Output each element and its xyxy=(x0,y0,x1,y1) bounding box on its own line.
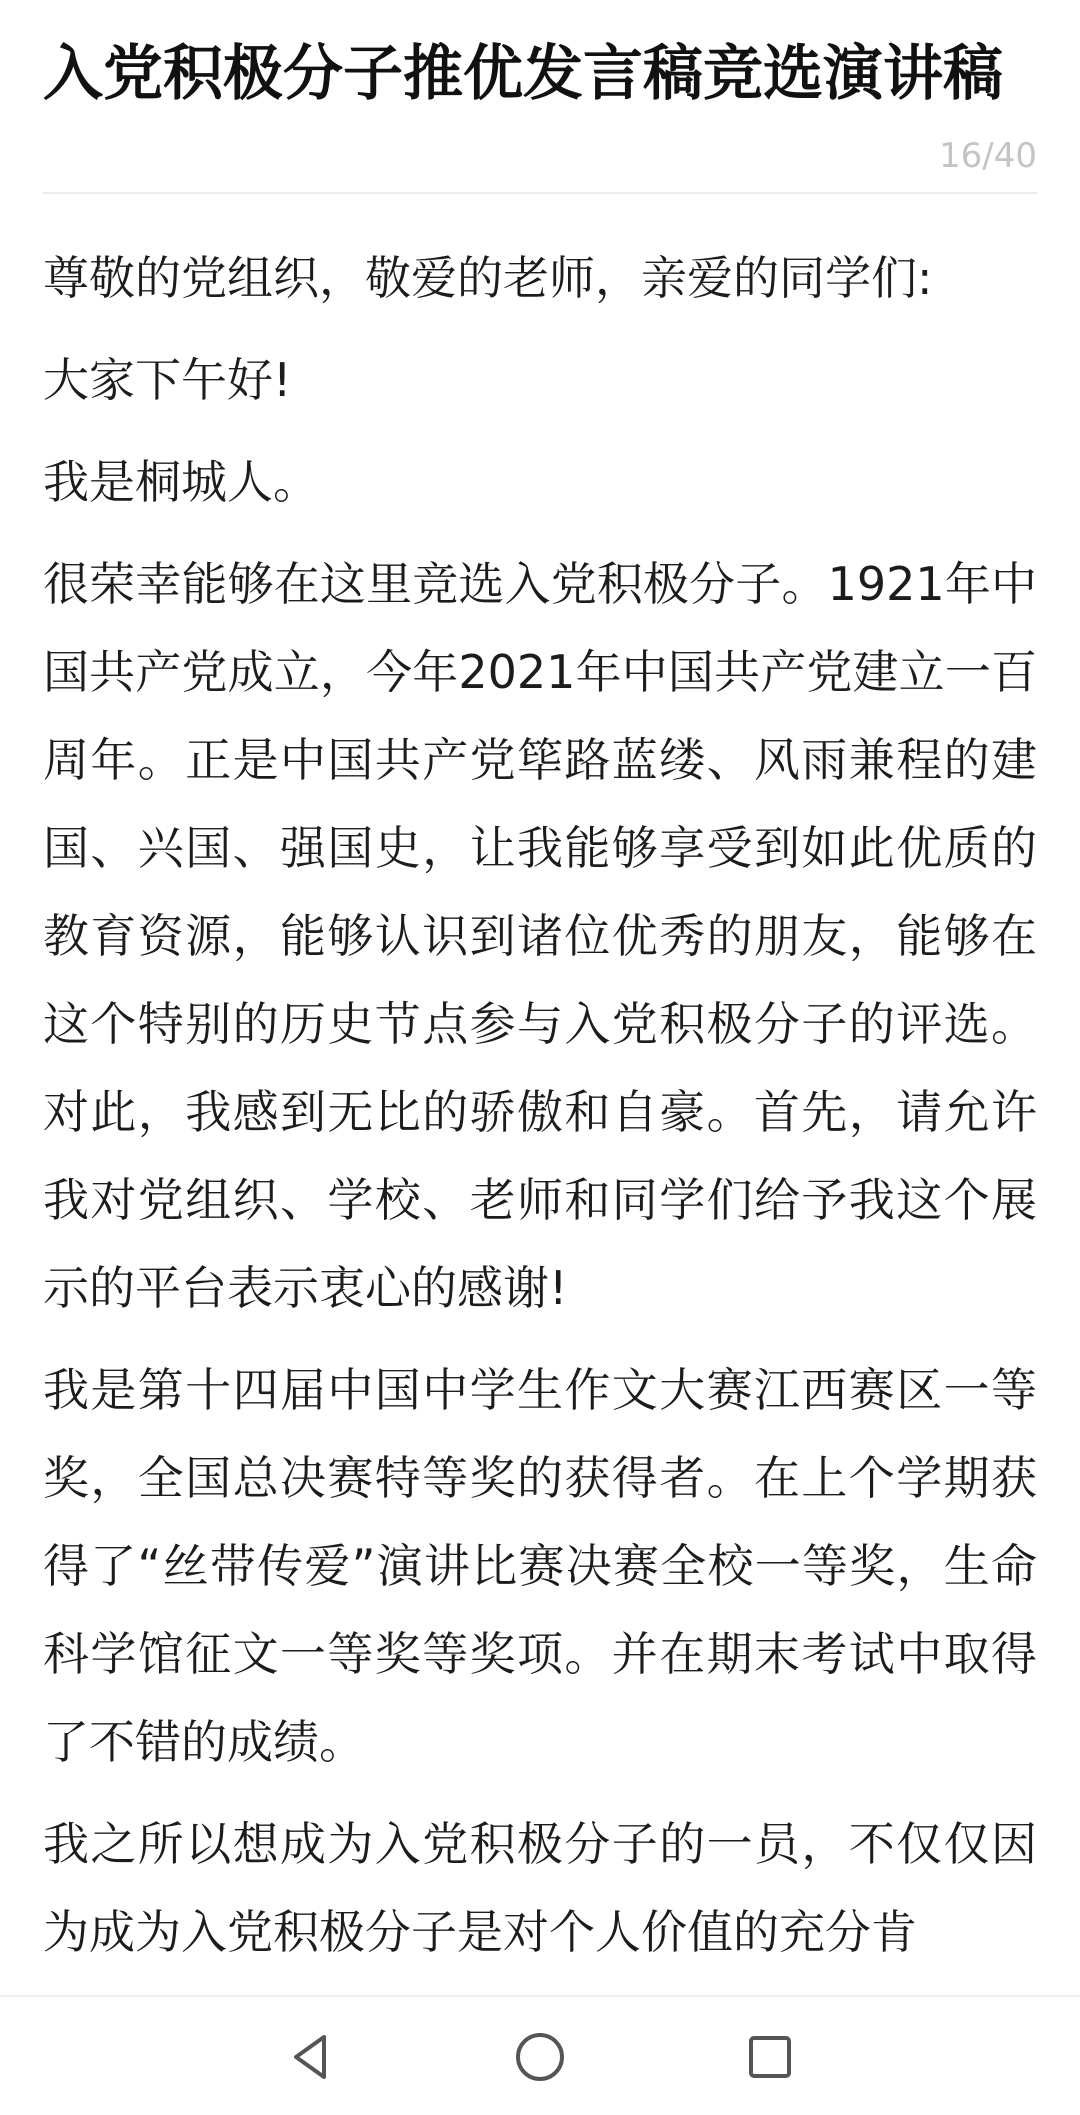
triangle-back-icon xyxy=(280,2027,340,2087)
paragraph: 很荣幸能够在这里竞选入党积极分子。1921年中国共产党成立，今年2021年中国共产党建立一百周年。正是中国共产党筚路蓝缕、风雨兼程的建国、兴国、强国史，让我能够享受到如此优质的教育资源，能够认识到诸位优秀的朋友，能够在这个特别的历史节点参与入党积极分子的评选。对此，我感到无比的骄傲和自豪。首先，请允许我对党组织、学校、老师和同学们给予我这个展示的平台表示衷心的感谢! xyxy=(43,557,1037,1315)
square-recent-icon xyxy=(740,2027,800,2087)
article-title: 入党积极分子推优发言稿竞选演讲稿 xyxy=(43,39,1003,109)
navigation-bar xyxy=(0,1995,1080,2115)
paragraph: 大家下午好! xyxy=(43,353,292,407)
paragraph: 我之所以想成为入党积极分子的一员，不仅仅因为成为入党积极分子是对个人价值的充分肯 xyxy=(43,1817,1037,1959)
divider xyxy=(43,192,1037,194)
circle-home-icon xyxy=(510,2027,570,2087)
back-button[interactable] xyxy=(250,1997,370,2115)
paragraph: 我是第十四届中国中学生作文大赛江西赛区一等奖，全国总决赛特等奖的获得者。在上个学期获得了“丝带传爱”演讲比赛决赛全校一等奖，生命科学馆征文一等奖等奖项。并在期末考试中取得了不错的成绩。 xyxy=(43,1363,1037,1769)
paragraph: 我是桐城人。 xyxy=(43,455,319,509)
page-indicator: 16/40 xyxy=(939,136,1037,176)
paragraph: 尊敬的党组织，敬爱的老师，亲爱的同学们: xyxy=(43,251,933,305)
article-body xyxy=(43,234,1037,1976)
recent-apps-button[interactable] xyxy=(710,1997,830,2115)
home-button[interactable] xyxy=(480,1997,600,2115)
